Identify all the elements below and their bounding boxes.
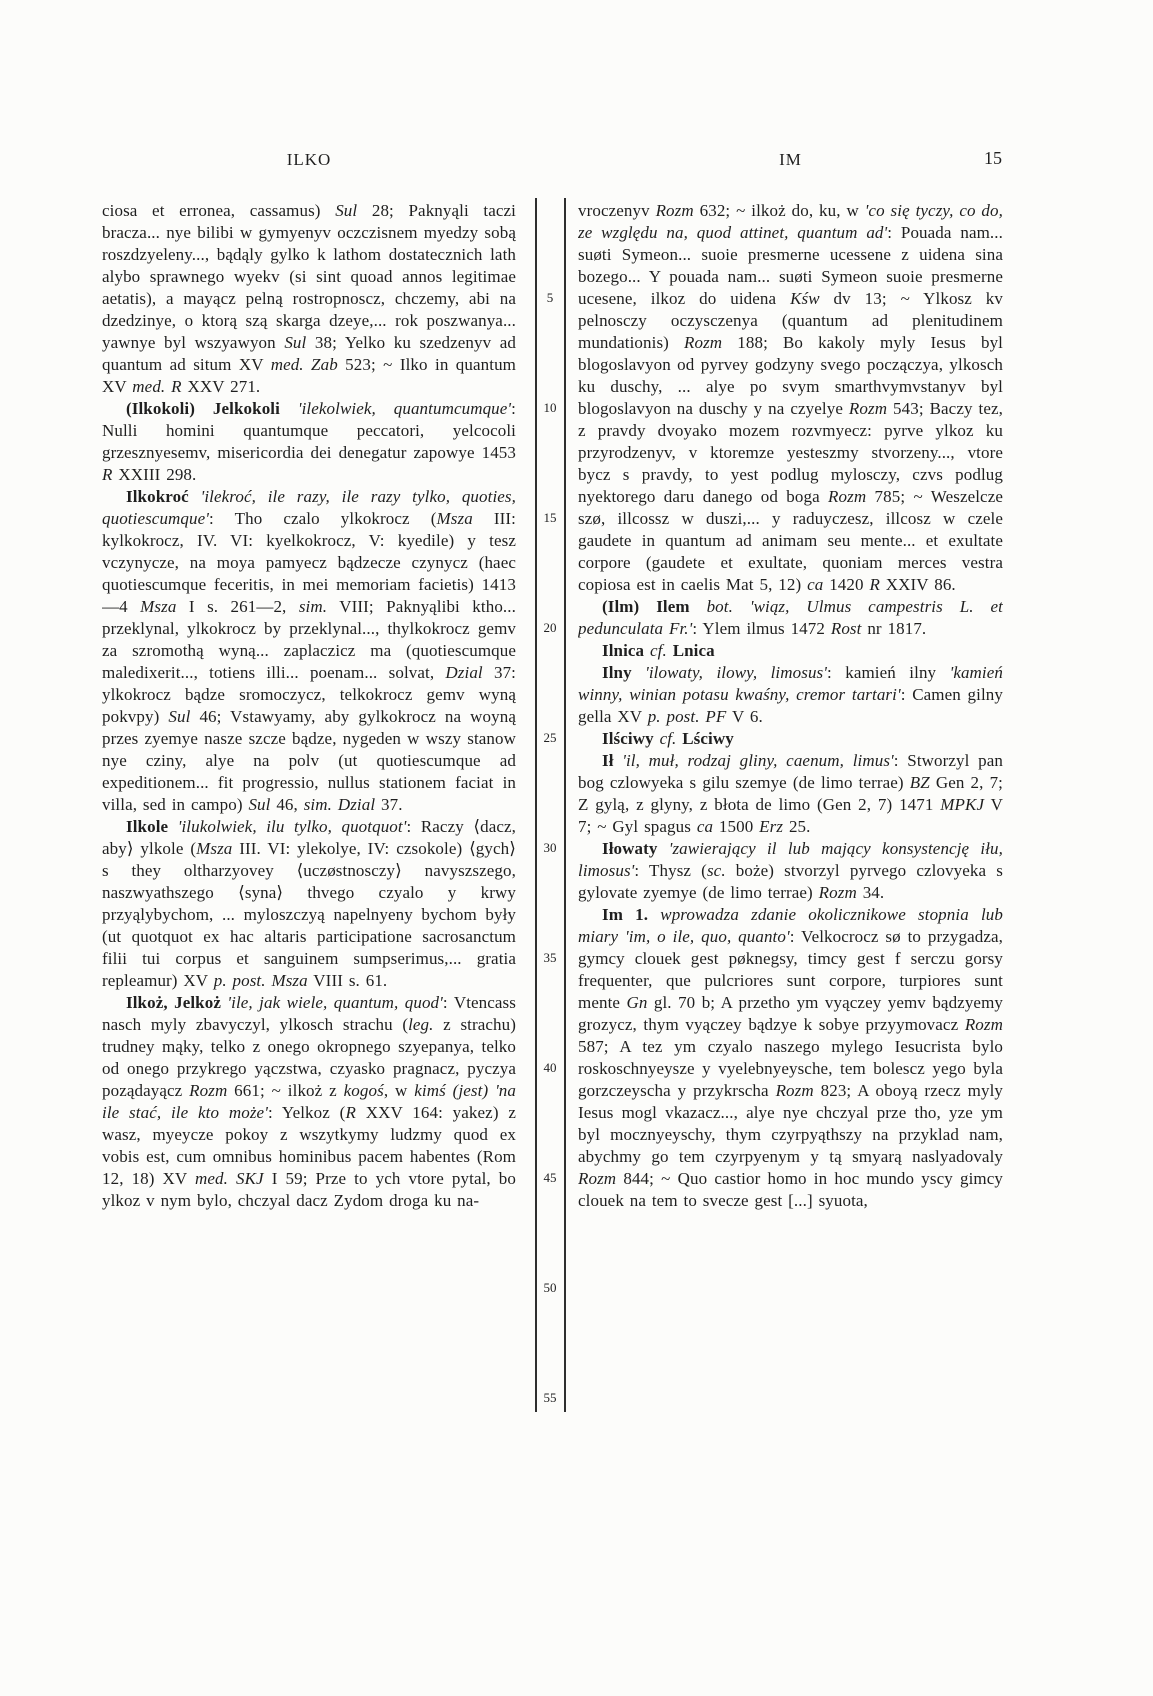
text-run: Rozm xyxy=(848,399,888,418)
line-number: 40 xyxy=(543,1060,557,1075)
text-run: 46, xyxy=(270,795,304,814)
text-run: : Tho czalo ylkokrocz ( xyxy=(209,509,437,528)
text-run: gl. 70 b; A przetho ym vyączey yemv bądzyemy grozycz, thym vyączey bądzye k sobye przyymovacz xyxy=(578,993,1003,1034)
text-run: : Vtencass nasch myly zbavyczyl, ylkosch strachu ( xyxy=(102,993,516,1034)
text-run: 25. xyxy=(783,817,811,836)
text-run: Rozm xyxy=(818,883,857,902)
text-run: XXIII 298. xyxy=(112,465,197,484)
text-run: : Raczy ⟨dacz, aby⟩ ylkole ( xyxy=(102,817,516,858)
line-number: 55 xyxy=(543,1390,557,1405)
text-run: 785; ~ Weszelcze szø, illcossz w duszi,... y raduyczesz, illcosz w czele gaudete in quantum ad animam seu mente... et exultate corpore (gaudete et exultate, quoniam merces vestra copiosa est in caelis Mat 5, 12) xyxy=(578,487,1003,594)
entry-ilkoz-jelkoz xyxy=(102,992,516,1212)
text-run: 'ile, jak wiele, quantum, quod' xyxy=(227,993,443,1012)
line-number: 45 xyxy=(543,1170,557,1185)
text-run: 37: ylkokrocz bądze sromoczycz, telkokrocz gemv wyną pokvpy) xyxy=(102,663,516,726)
text-run: 'ilekroć, ile razy, ile razy tylko, quoties, quotiescumque' xyxy=(102,487,516,528)
text-run: Kśw xyxy=(790,289,820,308)
text-run: BZ xyxy=(909,773,930,792)
text-run: sc. xyxy=(706,861,726,880)
text-run: : Stworzyl pan bog czlowyeka s gilu szemye (de limo terrae) xyxy=(578,751,1003,792)
text-run: V 6. xyxy=(726,707,763,726)
entry-im-1 xyxy=(578,904,1003,1212)
text-run: med. Zab xyxy=(270,355,338,374)
text-run: ca xyxy=(807,575,824,594)
text-run: Rozm xyxy=(775,1081,814,1100)
text-run: I s. 261—2, xyxy=(176,597,299,616)
text-run: Msza xyxy=(196,839,233,858)
text-run: : Pouada nam... suøti Symeon... suoie presmerne ucessene z uidena sina bozego... Y pouada nam... suøti Symeon suoie presmerne ucesene, ilkoz do uidena xyxy=(578,223,1003,308)
text-run: : Velkocrocz sø to przygadza, gymcy clouek gest pøknegsy, timcy gest f serczu gorsy frequenter, que pulcriores sunt corpore, turpiores sunt mente xyxy=(578,927,1003,1012)
line-number: 5 xyxy=(546,290,554,305)
text-run: Rost xyxy=(830,619,862,638)
text-run: leg. xyxy=(408,1015,434,1034)
text-run: I 59; Prze to ych vtore pytal, bo ylkoz v nym bylo, chczyal dacz Zydom droga ku na- xyxy=(102,1169,516,1210)
text-run: 1500 xyxy=(713,817,760,836)
text-run: : Ylem ilmus 1472 xyxy=(692,619,831,638)
text-run: III: kylkokrocz, IV. VI: kyelkokrocz, V: kyedile) y tesz vczynycze, na moya pamyecz bądzecze czynycz (haec quotiescumque feceritis, in mei memoriam facietis) 1413—4 xyxy=(102,509,516,616)
text-run: p. post. Msza xyxy=(213,971,308,990)
entry-ilm-ilem xyxy=(578,596,1003,640)
text-run: Sul xyxy=(168,707,191,726)
text-column-right xyxy=(578,200,1003,1414)
text-run: 37. xyxy=(375,795,403,814)
line-number: 30 xyxy=(543,840,557,855)
text-run: dv 13; ~ Ylkosz kv pelnosczy oczysczenya (quantum ad plenitudinem mundationis) xyxy=(578,289,1003,352)
text-column-left xyxy=(102,200,516,1414)
text-run: 587; A tez ym czyalo naszego mylego Iesucrista bylo roskoschnyeysze y vyelebnyeysche, tem bolescz yego byla gorzczeyscha y przykrscha xyxy=(578,1037,1003,1100)
text-run: VIII s. 61. xyxy=(307,971,388,990)
text-run: 1420 xyxy=(823,575,870,594)
text-run: cf. xyxy=(650,641,673,660)
text-run: R xyxy=(869,575,880,594)
running-title-right: IM xyxy=(779,150,802,169)
line-number: 20 xyxy=(543,620,557,635)
text-run: vroczenyv xyxy=(578,201,656,220)
text-run: Ilkole xyxy=(126,817,178,836)
text-run: med. R xyxy=(132,377,182,396)
text-run: (Ilm) Ilem xyxy=(602,597,707,616)
entry-il xyxy=(578,750,1003,838)
text-run: Gen 2, 7; Z gylą, z glyny, z błota de limo (Gen 2, 7) 1471 xyxy=(578,773,1003,814)
text-run: 543; Baczy tez, z pravdy dvoyako mozem rozvmyecz: pyrve ylkoz ku przyrodzenyv, v ktoremze yesteszmy stvorzeny..., vtore bycz s pravdy, to yest podlug mylosczy, czvs podlug nyektorego daru danego od boga xyxy=(578,399,1003,506)
column-rule-right xyxy=(564,198,566,1412)
text-run: sim. xyxy=(298,597,328,616)
text-run: III. VI: ylekolye, IV: czsokole) ⟨gych⟩ s they oltharzyovey ⟨uczøstnosczy⟩ navyszszego, naszwyathszego ⟨syna⟩ thvego czyalo y krwy przyąlybychom, ... myloszczyą napelnyeny bychom były (ut quotquot ex hac altaris participatione sacrosanctum filii tui corpus et sanguinem sumpserimus,... gratia repleamur) XV xyxy=(102,839,516,990)
text-run: V 7; ~ Gyl spagus xyxy=(578,795,1003,836)
text-run: Lnica xyxy=(672,641,715,660)
text-run: R xyxy=(102,465,113,484)
text-run: Gn xyxy=(626,993,648,1012)
text-run: XXV 164: yakez) z wasz, myeycze pokoy z wszytkymy ludzmy quod ex vobis est, cum omnibus hominibus pacem habentes (Rom 12, 18) XV xyxy=(102,1103,516,1188)
text-run: 'co się tyczy, co do, ze względu na, quod attinet, quantum ad' xyxy=(578,201,1003,242)
text-run: wprowadza zdanie okolicznikowe stopnia lub miary 'im, o ile, quo, quanto' xyxy=(578,905,1003,946)
text-run: Rozm xyxy=(964,1015,1003,1034)
text-run: Msza xyxy=(140,597,177,616)
entry-ilny xyxy=(578,662,1003,728)
text-run: XXV 271. xyxy=(181,377,261,396)
text-run: Ilściwy xyxy=(602,729,660,748)
entry-ilnica xyxy=(578,640,1003,662)
text-run: Ilkoż, Jelkoż xyxy=(126,993,228,1012)
text-run: boże) stvorzyl pyrvego czlovyeka s gylovate zyemye (de limo terrae) xyxy=(578,861,1003,902)
entry-ilsciwy xyxy=(578,728,1003,750)
line-number: 15 xyxy=(543,510,557,525)
text-run: , w xyxy=(383,1081,415,1100)
text-run: 844; ~ Quo castior homo in hoc mundo yscy gimcy clouek na tem to svecze gest [...] syuota, xyxy=(578,1169,1003,1210)
text-run: VIII; Paknyąlibi ktho... przeklynal, ylkokrocz by przeklynal..., thylkokrocz gemv za szromothą wyną... zaplaczicz ma (quotiescumque maledixerit..., totiens illi... poenam... solvat, xyxy=(102,597,516,682)
text-run: 823; A oboyą rzecz myly Iesus mogl vkazacz..., alye nye chczyal prze tho, yze ym byl mocznyeyschy, thym czyrpyąthszy na przyklad nam, abychmy go tem czyrpyenym y tą smyarą naslyadovaly xyxy=(578,1081,1003,1166)
text-run: 523; ~ Ilko in quantum XV xyxy=(102,355,516,396)
text-run: sim. Dzial xyxy=(303,795,376,814)
text-run: 661; ~ ilkoż z xyxy=(227,1081,344,1100)
text-run: 'zawierający il lub mający konsystencję iłu, limosus' xyxy=(578,839,1003,880)
text-run: : Nulli homini quantumque peccatori, yelcocoli grzesznyesemv, misericordia dei denegatur zapowye 1453 xyxy=(102,399,516,462)
text-run: ciosa et erronea, cassamus) xyxy=(102,201,336,220)
text-run: XXIV 86. xyxy=(879,575,956,594)
text-run: 'kamień winny, winian potasu kwaśny, cremor tartari' xyxy=(578,663,1003,704)
text-run: 'ilekolwiek, quantumcumque' xyxy=(297,399,512,418)
entry-ilowaty xyxy=(578,838,1003,904)
text-run: Rozm xyxy=(189,1081,228,1100)
text-run: z strachu) trudney mąky, telko z onego okropnego szyepanya, telko od onego przykrego yączstwa, czyasko pragnacz, pyczya poządayącz xyxy=(102,1015,516,1100)
text-run: Erz xyxy=(759,817,784,836)
text-run: Rozm xyxy=(828,487,867,506)
running-title-left: ILKO xyxy=(286,150,332,169)
text-run: Sul xyxy=(335,201,358,220)
text-run: bot. 'wiąz, Ulmus campestris L. et pedunculata Fr.' xyxy=(578,597,1003,638)
text-run: kogoś xyxy=(343,1081,384,1100)
text-run: 28; Paknyąli taczi bracza... nye bilibi w gymyenyv oczczisnem myedzy sobą roszdzyeleny..., bądąly gylko k lathom dostatecznich lath alybo sprawnego wyekv (si sint quoad annos legitimae aetatis), a mayącz pelną rostropnoscz, chczemy, abi na dzedzinye, o ktorą szą skarga dzeye,... rok poszwanya... yawnye byl wszyawyon xyxy=(102,201,516,352)
text-run: Im 1. xyxy=(602,905,661,924)
text-run: cf. xyxy=(659,729,683,748)
text-run: nr 1817. xyxy=(861,619,927,638)
text-run: 632; ~ ilkoż do, ku, w xyxy=(693,201,865,220)
text-run: Msza xyxy=(436,509,473,528)
text-run: : Thysz ( xyxy=(634,861,707,880)
text-run: kimś (jest) 'na ile stać, ile kto może' xyxy=(102,1081,516,1122)
text-run: Ił xyxy=(602,751,623,770)
line-number: 10 xyxy=(543,400,557,415)
text-run: : Yelkoz ( xyxy=(267,1103,346,1122)
line-number: 35 xyxy=(543,950,557,965)
text-run: MPKJ xyxy=(940,795,985,814)
text-run: p. post. PF xyxy=(647,707,727,726)
text-run: 38; Yelko ku szedzenyv ad quantum ad situm XV xyxy=(102,333,516,374)
entry-ilko-continuation xyxy=(102,200,516,398)
line-number-gutter xyxy=(536,0,564,1696)
text-run: Rozm xyxy=(655,201,694,220)
text-run: 34. xyxy=(856,883,885,902)
text-run: 46; Vstawyamy, aby gylkokrocz na woyną przes zyemye nasze szcze bądze, nygeden w wszy stanow nye cziny, alye na polv (ut quotiescumque ad expeditionem... fit progressio, nullus stationem faciat in villa, sed in campo) xyxy=(102,707,516,814)
text-run: Rozm xyxy=(578,1169,617,1188)
page-number: 15 xyxy=(984,148,1002,168)
text-run: Lściwy xyxy=(682,729,734,748)
text-run: Dzial xyxy=(445,663,483,682)
line-number: 25 xyxy=(543,730,557,745)
text-run: Sul xyxy=(248,795,271,814)
text-run: med. SKJ xyxy=(195,1169,264,1188)
text-run: Ilkokroć xyxy=(126,487,201,506)
text-run: Sul xyxy=(284,333,307,352)
text-run: Ilny xyxy=(602,663,646,682)
text-run: 'ilowaty, ilowy, limosus' xyxy=(645,663,827,682)
entry-ilkokoli-jelkokoli xyxy=(102,398,516,486)
entry-ilkokroc xyxy=(102,486,516,816)
text-run: 188; Bo kakoly myly Iesus byl blogoslavyon od pyrvey godzyny svego począczya, ylkosch ku duschy, ... alye po svym smarthvymvstanyv byl blogoslavyon na duschy y na czyelye xyxy=(578,333,1003,418)
text-run: ca xyxy=(696,817,714,836)
line-number: 50 xyxy=(543,1280,557,1295)
text-run: (Ilkokoli) Jelkokoli xyxy=(126,399,298,418)
text-run: 'il, muł, rodzaj gliny, caenum, limus' xyxy=(622,751,894,770)
text-run: : Camen gilny gella XV xyxy=(578,685,1003,726)
text-run: 'ilukolwiek, ilu tylko, quotquot' xyxy=(177,817,407,836)
entry-ilkole xyxy=(102,816,516,992)
text-run: Ilnica xyxy=(602,641,651,660)
text-run: Rozm xyxy=(684,333,723,352)
text-run: : kamień ilny xyxy=(827,663,950,682)
text-run: R xyxy=(345,1103,356,1122)
entry-ilkoz-continuation xyxy=(578,200,1003,596)
text-run: Iłowaty xyxy=(602,839,669,858)
